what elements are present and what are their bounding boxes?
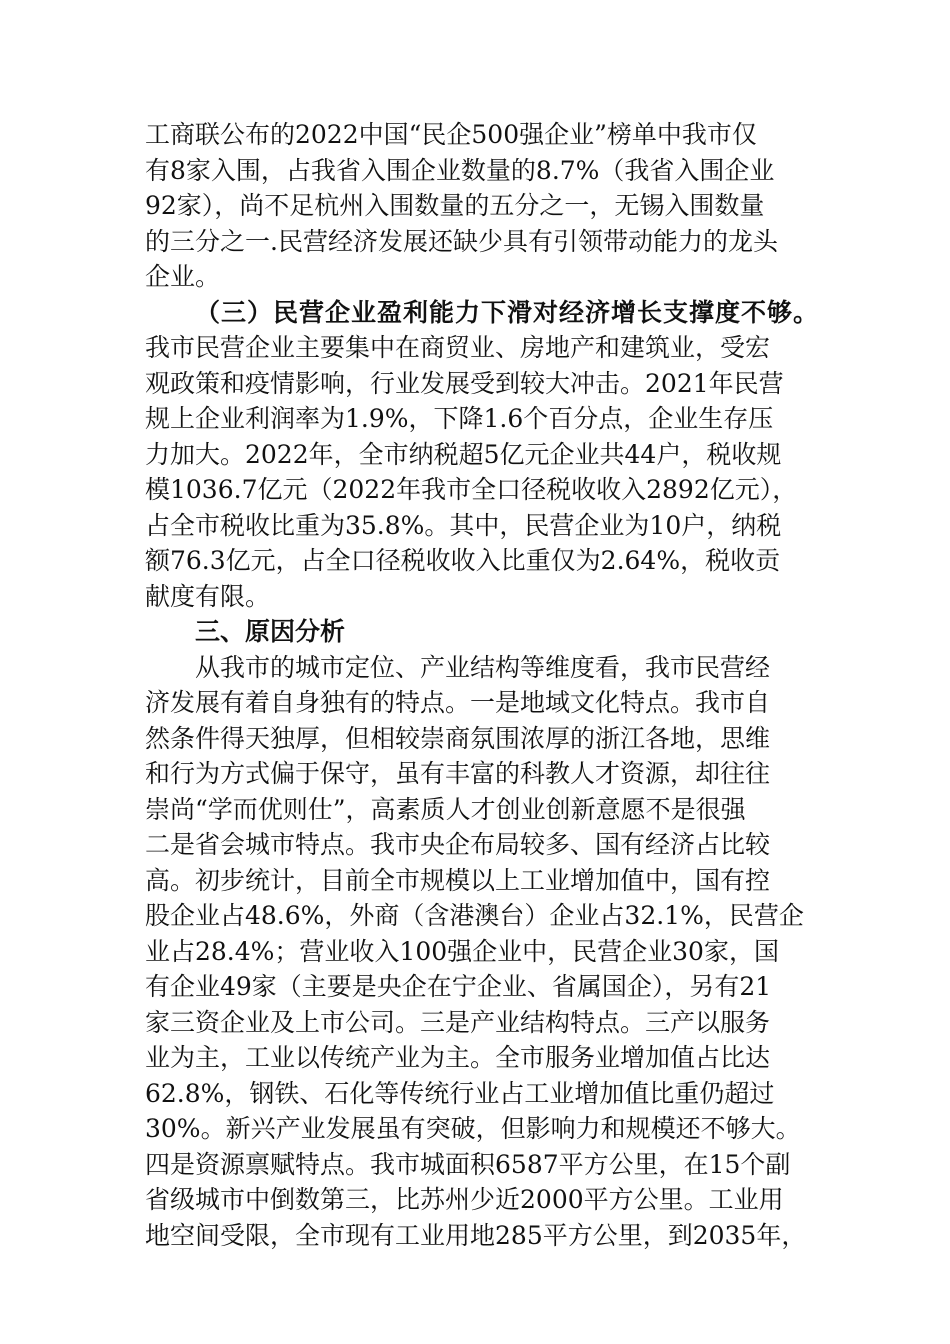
paragraph-line: 的三分之一.民营经济发展还缺少具有引领带动能力的龙头 — [145, 226, 778, 256]
paragraph-line: 崇尚“学而优则仕”，高素质人才创业创新意愿不是很强 — [145, 794, 746, 824]
paragraph-line: 模1036.7亿元（2022年我市全口径税收收入2892亿元）， — [145, 475, 798, 504]
paragraph-line: 业占28.4%；营业收入100强企业中，民营企业30家，国 — [145, 936, 779, 966]
paragraph-line: 济发展有着自身独有的特点。一是地域文化特点。我市自 — [145, 688, 771, 717]
paragraph-line: 62.8%，钢铁、石化等传统行业占工业增加值比重仍超过 — [145, 1078, 775, 1108]
paragraph-line: 地空间受限，全市现有工业用地285平方公里，到2035年， — [145, 1220, 807, 1250]
paragraph-line: 企业。 — [145, 262, 221, 291]
paragraph-line: 占全市税收比重为35.8%。其中，民营企业为10户，纳税 — [145, 510, 782, 540]
paragraph-line: 30%。新兴产业发展虽有突破，但影响力和规模还不够大。 — [145, 1114, 801, 1143]
paragraph-line: 规上企业利润率为1.9%，下降1.6个百分点，企业生存压 — [145, 404, 774, 433]
paragraph-line: 股企业占48.6%，外商（含港澳台）企业占32.1%，民营企 — [145, 901, 804, 930]
paragraph-line: 省级城市中倒数第三，比苏州少近2000平方公里。工业用 — [145, 1185, 784, 1214]
paragraph-line: 观政策和疫情影响，行业发展受到较大冲击。2021年民营 — [145, 368, 784, 398]
paragraph-line: 二是省会城市特点。我市央企布局较多、国有经济占比较 — [145, 830, 771, 859]
paragraph-line: 额76.3亿元，占全口径税收收入比重仅为2.64%，税收贡 — [145, 546, 781, 575]
paragraph-line: 业为主，工业以传统产业为主。全市服务业增加值占比达 — [145, 1043, 771, 1072]
paragraph-line: 高。初步统计，目前全市规模以上工业增加值中，国有控 — [145, 865, 771, 895]
paragraph-line: 有企业49家（主要是央企在宁企业、省属国企），另有21 — [145, 972, 772, 1001]
section-heading: 三、原因分析 — [195, 617, 346, 646]
document-body — [145, 117, 835, 1253]
paragraph-line: 献度有限。 — [145, 581, 271, 611]
paragraph-line: 有8家入围，占我省入围企业数量的8.7%（我省入围企业 — [145, 155, 775, 185]
paragraph-line: 从我市的城市定位、产业结构等维度看，我市民营经 — [195, 652, 771, 682]
paragraph-line: 四是资源禀赋特点。我市城面积6587平方公里，在15个副 — [145, 1149, 791, 1179]
paragraph-line: 家三资企业及上市公司。三是产业结构特点。三产以服务 — [145, 1007, 771, 1037]
paragraph-line: 工商联公布的2022中国“民企500强企业”榜单中我市仅 — [145, 120, 757, 149]
paragraph-line: 92家），尚不足杭州入围数量的五分之一，无锡入围数量 — [145, 191, 765, 220]
paragraph-line: 然条件得天独厚，但相较崇商氛围浓厚的浙江各地，思维 — [145, 723, 771, 753]
paragraph-line: 力加大。2022年，全市纳税超5亿元企业共44户，税收规 — [145, 439, 782, 469]
subsection-heading: （三）民营企业盈利能力下滑对经济增长支撑度不够。 — [195, 297, 820, 327]
paragraph-line: 我市民营企业主要集中在商贸业、房地产和建筑业，受宏 — [145, 333, 771, 362]
paragraph-line: 和行为方式偏于保守，虽有丰富的科教人才资源，却往往 — [145, 759, 771, 788]
